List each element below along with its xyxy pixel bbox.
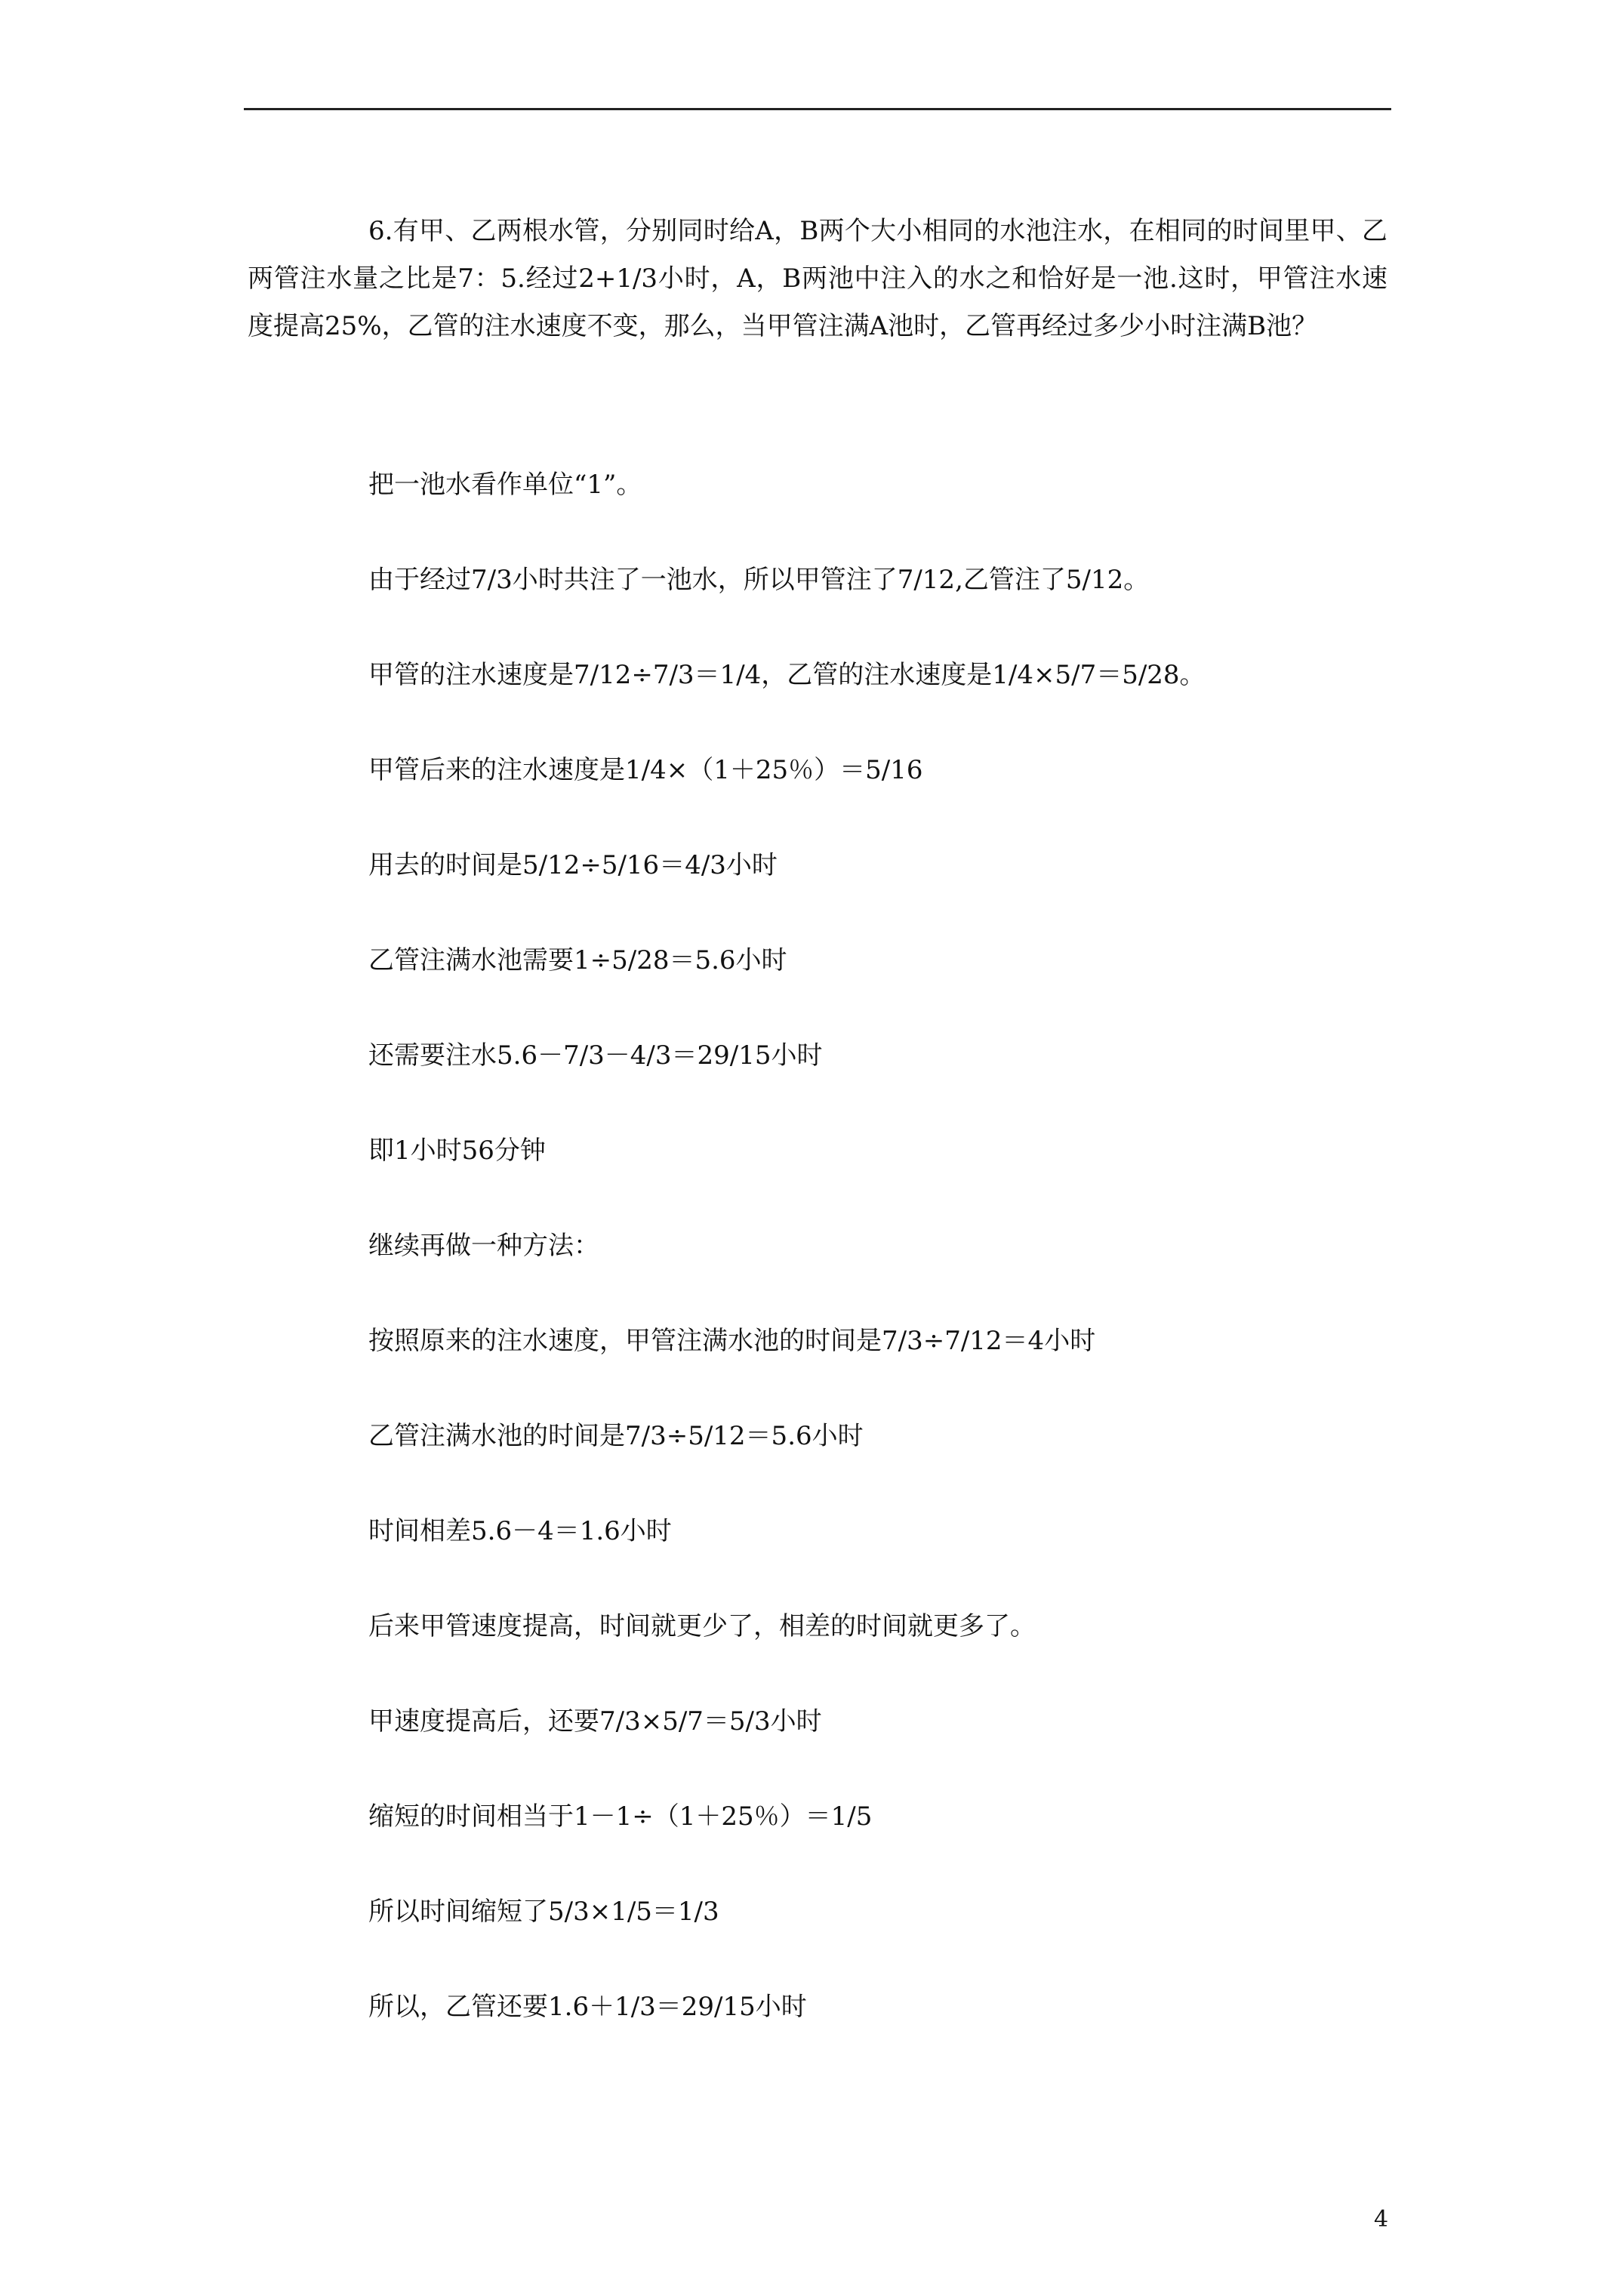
solution-line: 用去的时间是5/12÷5/16＝4/3小时	[368, 850, 778, 880]
solution-line: 即1小时56分钟	[368, 1136, 546, 1166]
solution-line: 继续再做一种方法：	[368, 1231, 599, 1261]
solution-line: 所以时间缩短了5/3×1/5＝1/3	[368, 1897, 719, 1927]
solution-line: 还需要注水5.6－7/3－4/3＝29/15小时	[368, 1040, 823, 1071]
solution-line: 缩短的时间相当于1－1÷（1＋25％）＝1/5	[368, 1801, 873, 1832]
solution-line: 乙管注满水池的时间是7/3÷5/12＝5.6小时	[368, 1421, 864, 1451]
solution-line: 由于经过7/3小时共注了一池水，所以甲管注了7/12,乙管注了5/12。	[368, 565, 1150, 595]
problem-statement: 6.有甲、乙两根水管，分别同时给A，B两个大小相同的水池注水，在相同的时间里甲、乙两管注水量之比是7：5.经过2+1/3小时，A，B两池中注入的水之和恰好是一池.这时，甲管注水速度提高25%，乙管的注水速度不变，那么，当甲管注满A池时，乙管再经过多少小时注满B池？	[248, 216, 1387, 341]
solution-line: 所以，乙管还要1.6＋1/3＝29/15小时	[368, 1992, 807, 2022]
solution-line: 后来甲管速度提高，时间就更少了，相差的时间就更多了。	[368, 1611, 1036, 1641]
solution-line: 甲速度提高后，还要7/3×5/7＝5/3小时	[368, 1706, 822, 1737]
solution-steps	[368, 461, 1395, 2078]
header-rule	[244, 108, 1391, 110]
solution-line: 把一池水看作单位“1”。	[368, 470, 642, 500]
solution-line: 甲管后来的注水速度是1/4×（1＋25％）＝5/16	[368, 755, 923, 785]
solution-line: 时间相差5.6－4＝1.6小时	[368, 1516, 672, 1546]
solution-line: 按照原来的注水速度，甲管注满水池的时间是7/3÷7/12＝4小时	[368, 1326, 1096, 1356]
solution-line: 乙管注满水池需要1÷5/28＝5.6小时	[368, 945, 787, 975]
page-number: 4	[1374, 2206, 1389, 2233]
solution-line: 甲管的注水速度是7/12÷7/3＝1/4，乙管的注水速度是1/4×5/7＝5/28。	[368, 660, 1206, 690]
